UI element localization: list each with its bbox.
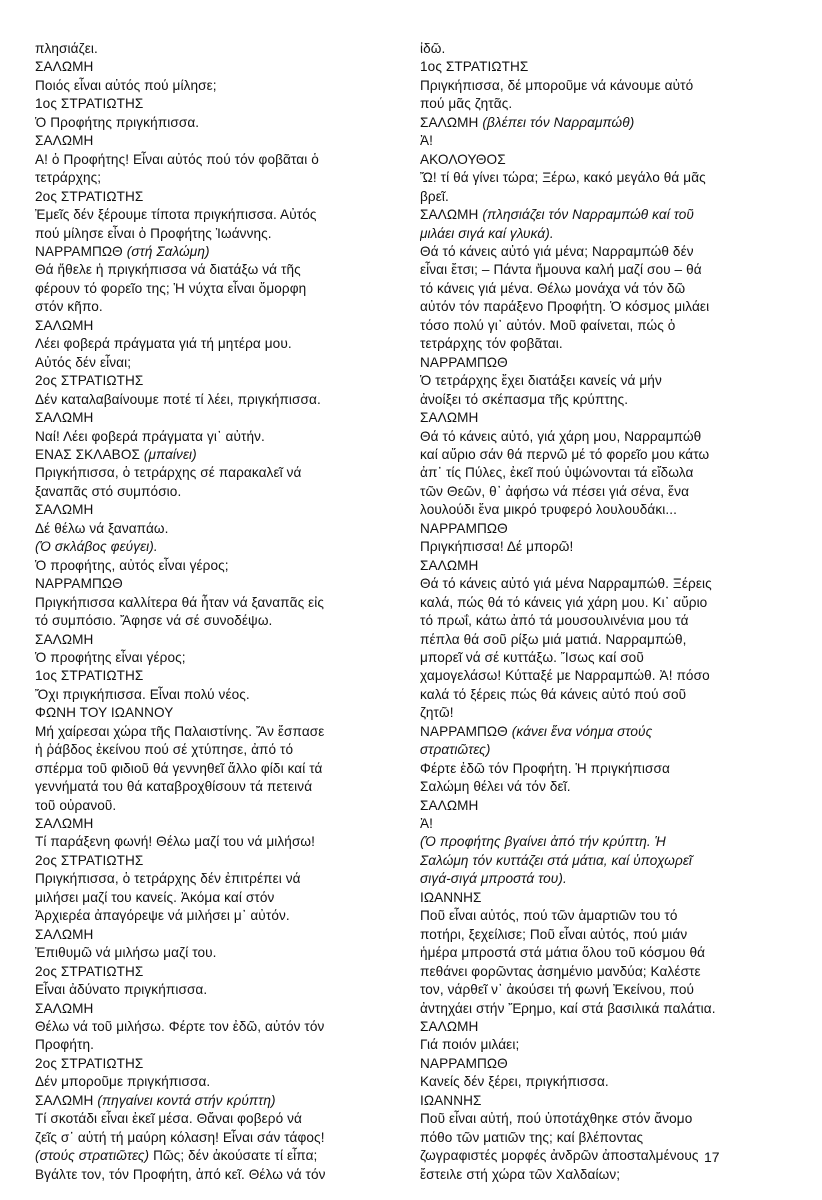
dialogue-line xyxy=(35,723,397,741)
speaker-name xyxy=(35,372,397,390)
line-text: τόσο πολύ γι᾽ αὐτόν. Μοῦ φαίνεται, πώς ὁ xyxy=(420,317,676,333)
dialogue-line xyxy=(420,483,787,501)
line-text: Τί σκοτάδι εἶναι ἐκεῖ μέσα. Θἄναι φοβερό νά xyxy=(35,1111,302,1127)
line-text: 1ος ΣΤΡΑΤΙΩΤΗΣ xyxy=(35,96,144,112)
line-text: 2ος ΣΤΡΑΤΙΩΤΗΣ xyxy=(35,373,144,389)
dialogue-line xyxy=(35,280,397,298)
line-text: ζητῶ! xyxy=(420,705,454,721)
speaker-name xyxy=(420,557,787,575)
line-text: πόθο τῶν ματιῶν της; καί βλέποντας xyxy=(420,1129,644,1145)
dialogue-line xyxy=(35,169,397,187)
dialogue-line xyxy=(35,760,397,778)
dialogue-line xyxy=(35,1129,397,1147)
dialogue-line xyxy=(420,667,787,685)
dialogue-line xyxy=(35,298,397,316)
dialogue-line xyxy=(35,483,397,501)
line-text: ΙΩΑΝΝΗΣ xyxy=(420,1092,482,1108)
line-text: αὐτόν τόν παράξενο Προφήτη. Ὁ κόσμος μιλάει xyxy=(420,299,710,315)
line-text: σιγά-σιγά μπροστά του). xyxy=(420,871,567,887)
line-text: Ἀ! xyxy=(420,816,434,832)
dialogue-line xyxy=(35,391,397,409)
dialogue-line xyxy=(420,464,787,482)
line-text: 2ος ΣΤΡΑΤΙΩΤΗΣ xyxy=(35,1055,144,1071)
stage-direction xyxy=(420,225,787,243)
stage-direction: (μπαίνει) xyxy=(143,446,197,462)
dialogue-line xyxy=(35,612,397,630)
line-text: τον, νάρθεῖ ν᾽ ἀκούσει τή φωνή Ἐκείνου, πού xyxy=(420,982,695,998)
line-text: Λέει φοβερά πράγματα γιά τή μητέρα μου. xyxy=(35,336,292,352)
left-text-column xyxy=(35,40,397,1184)
speaker-name xyxy=(420,797,787,815)
dialogue-line xyxy=(420,815,787,833)
speaker-name xyxy=(35,188,397,206)
line-text: ΣΑΛΩΜΗ xyxy=(35,410,94,426)
dialogue-line xyxy=(35,907,397,925)
line-text: Ἀ! xyxy=(420,133,434,149)
speaker-name xyxy=(420,723,787,741)
stage-direction: (κάνει ἕνα νόημα στούς xyxy=(511,723,653,739)
line-text: φέρουν τό φορεῖο της; Ἡ νύχτα εἶναι ὄμορφη xyxy=(35,280,307,296)
line-text: σπέρμα τοῦ φιδιοῦ θά γεννηθεῖ ἄλλο φίδι καί τά xyxy=(35,760,323,776)
dialogue-line xyxy=(35,261,397,279)
line-text: 2ος ΣΤΡΑΤΙΩΤΗΣ xyxy=(35,188,144,204)
speaker-name xyxy=(35,704,397,722)
speaker-name xyxy=(420,1092,787,1110)
dialogue-line xyxy=(420,132,787,150)
line-text: στρατιῶτες) xyxy=(420,742,491,758)
page-number: 17 xyxy=(704,1149,720,1165)
dialogue-line xyxy=(420,428,787,446)
speaker-name xyxy=(420,114,787,132)
dialogue-line xyxy=(35,797,397,815)
line-text: ἀνοίξει τό σκέπασμα τῆς κρύπτης. xyxy=(420,391,629,407)
dialogue-line xyxy=(420,298,787,316)
line-text: πλησιάζει. xyxy=(35,41,98,56)
speaker-name xyxy=(420,206,787,224)
speaker-name xyxy=(35,815,397,833)
line-text: ἡμέρα μπροστά στά μάτια ὅλου τοῦ κόσμου θά xyxy=(420,945,706,961)
line-text: ΦΩΝΗ ΤΟΥ ΙΩΑΝΝΟΥ xyxy=(35,705,174,721)
dialogue-line xyxy=(35,1018,397,1036)
line-text: 2ος ΣΤΡΑΤΙΩΤΗΣ xyxy=(35,963,144,979)
stage-direction: (πλησιάζει τόν Ναρραμπώθ καί τοῦ xyxy=(482,207,694,223)
dialogue-line xyxy=(420,704,787,722)
line-text: τό πρωΐ, κάτω ἀπό τά μουσουλινένια μου τά xyxy=(420,613,689,629)
dialogue-line xyxy=(420,612,787,630)
line-text: ζωγραφιστές μορφές ἀνδρῶν ἀποσταλμένους xyxy=(420,1148,699,1164)
right-text-column xyxy=(420,40,787,1184)
dialogue-line xyxy=(420,1129,787,1147)
line-text: Τί παράξενη φωνή! Θέλω μαζί του νά μιλήσω! xyxy=(35,834,316,850)
line-text: Ὁ τετράρχης ἔχει διατάξει κανείς νά μήν xyxy=(420,373,662,389)
line-text: 2ος ΣΤΡΑΤΙΩΤΗΣ xyxy=(35,852,144,868)
line-text: πεθάνει φορῶντας ἀσημένιο μανδύα; Καλέστε xyxy=(420,963,701,979)
line-text: ΝΑΡΡΑΜΠΩΘ xyxy=(420,354,508,370)
dialogue-line xyxy=(420,280,787,298)
line-text: ΣΑΛΩΜΗ xyxy=(35,317,94,333)
speaker-name xyxy=(35,963,397,981)
dialogue-line xyxy=(35,649,397,667)
line-text: Αὐτός δέν εἶναι; xyxy=(35,354,132,370)
line-text: καί αὔριο σάν θά περνῶ μέ τό φορεῖο μου κάτω xyxy=(420,446,710,462)
line-text: Πριγκήπισσα, ὁ τετράρχης δέν ἐπιτρέπει νά xyxy=(35,871,301,887)
speaker-name xyxy=(420,354,787,372)
dialogue-line xyxy=(35,151,397,169)
dialogue-line xyxy=(420,188,787,206)
dialogue-line xyxy=(420,261,787,279)
dialogue-line xyxy=(35,206,397,224)
stage-direction xyxy=(420,741,787,759)
dialogue-line xyxy=(420,372,787,390)
line-text: ἡ ῥάβδος ἐκείνου πού σέ χτύπησε, ἀπό τό xyxy=(35,742,294,758)
line-text: ἀπ᾽ τίς Πύλες, ἐκεῖ πού ὑψώνονται τά εἴδωλα xyxy=(420,465,694,481)
stage-direction: (στή Σαλώμη) xyxy=(126,243,210,259)
dialogue-line xyxy=(420,1073,787,1091)
stage-direction xyxy=(35,538,397,556)
line-text: ΣΑΛΩΜΗ xyxy=(420,797,479,813)
dialogue-line xyxy=(420,95,787,113)
dialogue-line xyxy=(35,114,397,132)
line-text: Σαλώμη θέλει νά τόν δεῖ. xyxy=(420,779,571,795)
speaker-name xyxy=(420,1018,787,1036)
line-text: Θά τό κάνεις αὐτό, γιά χάρη μου, Ναρραμπώθ xyxy=(420,428,702,444)
stage-direction: (πηγαίνει κοντά στήν κρύπτη) xyxy=(97,1092,276,1108)
line-text: ζεῖς σ᾽ αὐτή τή μαύρη κόλαση! Εἶναι σάν τάφος! xyxy=(35,1129,325,1145)
line-text: γεννήματά του θά καταβροχθίσουν τά πετεινά xyxy=(35,779,313,795)
speaker-name xyxy=(420,1055,787,1073)
dialogue-line xyxy=(35,889,397,907)
dialogue-line xyxy=(420,981,787,999)
speaker-name xyxy=(35,852,397,870)
line-text: Σαλώμη τόν κυττάζει στά μάτια, καί ὑποχωρεῖ xyxy=(420,852,693,868)
line-text: ΣΑΛΩΜΗ xyxy=(35,1092,94,1108)
dialogue-line xyxy=(420,926,787,944)
dialogue-line xyxy=(35,520,397,538)
dialogue-line xyxy=(420,243,787,261)
line-text: Θά ἤθελε ἡ πριγκήπισσα νά διατάξω νά τῆς xyxy=(35,262,301,278)
dialogue-line xyxy=(420,1166,787,1184)
dialogue-line xyxy=(35,464,397,482)
speaker-name xyxy=(35,317,397,335)
line-text: Γιά ποιόν μιλάει; xyxy=(420,1037,520,1053)
dialogue-line xyxy=(35,741,397,759)
dialogue-line xyxy=(420,317,787,335)
speaker-name xyxy=(35,926,397,944)
dialogue-line xyxy=(420,963,787,981)
stage-direction xyxy=(420,852,787,870)
line-text: ΣΑΛΩΜΗ xyxy=(420,1019,479,1035)
speaker-name xyxy=(35,58,397,76)
line-text: Ποῦ εἶναι αὐτή, πού ὑποτάχθηκε στόν ἄνομο xyxy=(420,1111,693,1127)
line-text: Δέν μποροῦμε πριγκήπισσα. xyxy=(35,1074,211,1090)
line-text: χαμογελάσω! Κύτταξέ με Ναρραμπώθ. Ἀ! πόσο xyxy=(420,668,710,684)
stage-direction: (βλέπει τόν Ναρραμπώθ) xyxy=(482,114,635,130)
dialogue-line xyxy=(35,40,397,58)
dialogue-line xyxy=(35,778,397,796)
speaker-name xyxy=(35,1092,397,1110)
line-text: ποτήρι, ξεχείλισε; Ποῦ εἶναι αὐτός, πού μιάν xyxy=(420,926,688,942)
line-text: (Ὁ σκλάβος φεύγει). xyxy=(35,539,158,555)
speaker-name xyxy=(420,151,787,169)
dialogue-line xyxy=(420,538,787,556)
line-text: τό συμπόσιο. Ἄφησε νά σέ συνοδέψω. xyxy=(35,613,273,629)
line-text: Ναί! Λέει φοβερά πράγματα γι᾽ αὐτήν. xyxy=(35,428,265,444)
line-text: ΝΑΡΡΑΜΠΩΘ xyxy=(35,576,123,592)
line-text: Πριγκήπισσα! Δέ μπορῶ! xyxy=(420,539,574,555)
line-text: Ὤ! τί θά γίνει τώρα; Ξέρω, κακό μεγάλο θά μᾶς xyxy=(420,170,706,186)
line-text: Ὁ προφήτης, αὐτός εἶναι γέρος; xyxy=(35,557,229,573)
line-text: Ἐπιθυμῶ νά μιλήσω μαζί του. xyxy=(35,945,217,961)
stage-direction xyxy=(420,833,787,851)
speaker-name xyxy=(420,520,787,538)
dialogue-line xyxy=(35,981,397,999)
line-text: Φέρτε ἐδῶ τόν Προφήτη. Ἡ πριγκήπισσα xyxy=(420,760,670,776)
line-text: ΣΑΛΩΜΗ xyxy=(420,114,479,130)
line-text: ἀντηχάει στήν Ἔρημο, καί στά βασιλικά παλάτια. xyxy=(420,1000,716,1016)
line-text: ΑΚΟΛΟΥΘΟΣ xyxy=(420,151,506,167)
line-text: ΝΑΡΡΑΜΠΩΘ xyxy=(35,243,123,259)
dialogue-line xyxy=(420,335,787,353)
dialogue-line xyxy=(420,944,787,962)
speaker-name xyxy=(35,132,397,150)
line-text: καλά τό ξέρεις πώς θά κάνεις αὐτό πού σοῦ xyxy=(420,686,687,702)
line-text: μιλήσει μαζί του κανείς. Ἀκόμα καί στόν xyxy=(35,889,275,905)
dialogue-line xyxy=(35,354,397,372)
dialogue-line xyxy=(420,778,787,796)
line-text: μιλάει σιγά καί γλυκά). xyxy=(420,225,554,241)
speaker-name xyxy=(35,446,397,464)
line-text: λουλούδι ἕνα μικρό τρυφερό λουλουδάκι... xyxy=(420,502,677,518)
line-text: ΣΑΛΩΜΗ xyxy=(420,207,479,223)
line-text: πού μᾶς ζητᾶς. xyxy=(420,96,513,112)
line-text: Πριγκήπισσα καλλίτερα θά ἦταν νά ξαναπᾶς εἰς xyxy=(35,594,325,610)
line-text: ΣΑΛΩΜΗ xyxy=(420,557,479,573)
line-text: Θά τό κάνεις αὐτό γιά μένα Ναρραμπώθ. Ξέρεις xyxy=(420,576,712,592)
dialogue-line xyxy=(420,77,787,95)
line-text: ΣΑΛΩΜΗ xyxy=(35,59,94,75)
line-text: Πριγκήπισσα, ὁ τετράρχης σέ παρακαλεῖ νά xyxy=(35,465,302,481)
line-text: Δέ θέλω νά ξαναπάω. xyxy=(35,520,169,536)
line-text: Α! ὁ Προφήτης! Εἶναι αὐτός πού τόν φοβᾶται ὁ xyxy=(35,151,319,167)
dialogue-line xyxy=(420,686,787,704)
line-text: ΣΑΛΩΜΗ xyxy=(35,816,94,832)
dialogue-line xyxy=(420,391,787,409)
line-text: ΣΑΛΩΜΗ xyxy=(35,631,94,647)
speaker-name xyxy=(35,631,397,649)
line-text: Κανείς δέν ξέρει, πριγκήπισσα. xyxy=(420,1074,609,1090)
line-text: ΣΑΛΩΜΗ xyxy=(35,1000,94,1016)
speaker-name xyxy=(35,575,397,593)
line-text: ΝΑΡΡΑΜΠΩΘ xyxy=(420,520,508,536)
dialogue-line xyxy=(420,501,787,519)
line-text: πού μίλησε εἶναι ὁ Προφήτης Ἰωάννης. xyxy=(35,225,272,241)
line-text: ΕΝΑΣ ΣΚΛΑΒΟΣ xyxy=(35,446,140,462)
line-text: τό κάνεις γιά μένα. Θέλω μονάχα νά τόν δῶ xyxy=(420,280,686,296)
dialogue-line xyxy=(420,1110,787,1128)
line-text: Πριγκήπισσα, δέ μποροῦμε νά κάνουμε αὐτό xyxy=(420,77,694,93)
dialogue-line xyxy=(420,575,787,593)
dialogue-line xyxy=(420,1000,787,1018)
line-text: Θά τό κάνεις αὐτό γιά μένα; Ναρραμπώθ δέν xyxy=(420,243,694,259)
speaker-name xyxy=(35,501,397,519)
speaker-name xyxy=(35,1055,397,1073)
line-text: ΙΩΑΝΝΗΣ xyxy=(420,889,482,905)
dialogue-line xyxy=(420,760,787,778)
line-text: 1ος ΣΤΡΑΤΙΩΤΗΣ xyxy=(420,59,529,75)
line-text: ἔστειλε στή χώρα τῶν Χαλδαίων; xyxy=(420,1166,621,1182)
line-text: Εἶναι ἀδύνατο πριγκήπισσα. xyxy=(35,982,208,998)
line-text: βρεῖ. xyxy=(420,188,449,204)
line-text: τῶν Θεῶν, θ᾽ ἀφήσω νά πέσει γιά σένα, ἕνα xyxy=(420,483,690,499)
speaker-name xyxy=(35,667,397,685)
dialogue-line xyxy=(35,870,397,888)
line-text: Βγάλτε τον, τόν Προφήτη, ἀπό κεῖ. Θέλω νά τόν xyxy=(35,1166,326,1182)
line-text: ΣΑΛΩΜΗ xyxy=(35,133,94,149)
line-text: τετράρχης; xyxy=(35,170,102,186)
line-text: στόν κῆπο. xyxy=(35,299,103,315)
dialogue-line xyxy=(420,907,787,925)
dialogue-line xyxy=(35,686,397,704)
line-text: τοῦ οὐρανοῦ. xyxy=(35,797,117,813)
speaker-name xyxy=(35,1000,397,1018)
dialogue-line xyxy=(35,944,397,962)
speaker-name xyxy=(420,889,787,907)
line-text: Προφήτη. xyxy=(35,1037,94,1053)
line-text: ξαναπᾶς στό συμπόσιο. xyxy=(35,483,182,499)
line-text: ΝΑΡΡΑΜΠΩΘ xyxy=(420,723,508,739)
line-text: Θέλω νά τοῦ μιλήσω. Φέρτε τον ἐδῶ, αὐτόν τόν xyxy=(35,1019,325,1035)
speaker-name xyxy=(420,58,787,76)
line-text: ΣΑΛΩΜΗ xyxy=(35,926,94,942)
line-text: Πῶς; δέν ἀκούσατε τί εἶπα; xyxy=(153,1148,318,1164)
dialogue-line xyxy=(35,428,397,446)
line-text: Ἐμεῖς δέν ξέρουμε τίποτα πριγκήπισσα. Αὐτός xyxy=(35,207,317,223)
speaker-name xyxy=(35,95,397,113)
line-text: (Ὁ προφήτης βγαίνει ἀπό τήν κρύπτη. Ἡ xyxy=(420,834,666,850)
line-text: πέπλα θά σοῦ ρίξω μιά ματιά. Ναρραμπώθ, xyxy=(420,631,687,647)
line-text: ΣΑΛΩΜΗ xyxy=(35,502,94,518)
line-text: Ποιός εἶναι αὐτός πού μίλησε; xyxy=(35,77,217,93)
line-text: Μή χαίρεσαι χώρα τῆς Παλαιστίνης. Ἄν ἔσπασε xyxy=(35,723,325,739)
line-text: μπορεῖ νά σέ κυττάξω. Ἴσως καί σοῦ xyxy=(420,649,644,665)
line-text: ΣΑΛΩΜΗ xyxy=(420,410,479,426)
dialogue-line xyxy=(420,649,787,667)
dialogue-line xyxy=(420,631,787,649)
dialogue-line xyxy=(420,1036,787,1054)
dialogue-line xyxy=(35,1036,397,1054)
dialogue-line xyxy=(35,833,397,851)
dialogue-line xyxy=(35,1166,397,1184)
dialogue-line xyxy=(420,594,787,612)
line-text: Ποῦ εἶναι αὐτός, πού τῶν ἁμαρτιῶν του τό xyxy=(420,908,678,924)
dialogue-line xyxy=(420,446,787,464)
dialogue-line xyxy=(35,1147,397,1165)
dialogue-line xyxy=(420,169,787,187)
dialogue-line xyxy=(420,40,787,58)
line-text: Ὁ προφήτης εἶναι γέρος; xyxy=(35,649,186,665)
dialogue-line xyxy=(35,335,397,353)
line-text: τετράρχης τόν φοβᾶται. xyxy=(420,336,563,352)
line-text: Δέν καταλαβαίνουμε ποτέ τί λέει, πριγκήπισσα. xyxy=(35,391,321,407)
stage-direction xyxy=(420,870,787,888)
line-text: Ὁ Προφήτης πριγκήπισσα. xyxy=(35,114,200,130)
dialogue-line xyxy=(420,1147,787,1165)
line-text: Ὄχι πριγκήπισσα. Εἶναι πολύ νέος. xyxy=(35,686,250,702)
speaker-name xyxy=(35,243,397,261)
line-text: καλά, πώς θά τό κάνεις γιά χάρη μου. Κι᾽ αὔριο xyxy=(420,594,708,610)
dialogue-line xyxy=(35,225,397,243)
dialogue-line xyxy=(35,557,397,575)
line-text: ἰδῶ. xyxy=(420,41,446,56)
dialogue-line xyxy=(35,1073,397,1091)
dialogue-line xyxy=(35,594,397,612)
dialogue-line xyxy=(35,1110,397,1128)
speaker-name xyxy=(35,409,397,427)
stage-direction: (στούς στρατιῶτες) xyxy=(35,1148,150,1164)
line-text: εἶναι ἔτσι; – Πάντα ἤμουνα καλή μαζί σου – θά xyxy=(420,262,702,278)
dialogue-line xyxy=(35,77,397,95)
speaker-name xyxy=(420,409,787,427)
line-text: ΝΑΡΡΑΜΠΩΘ xyxy=(420,1055,508,1071)
line-text: 1ος ΣΤΡΑΤΙΩΤΗΣ xyxy=(35,668,144,684)
line-text: Ἀρχιερέα ἀπαγόρεψε νά μιλήσει μ᾽ αὐτόν. xyxy=(35,908,290,924)
